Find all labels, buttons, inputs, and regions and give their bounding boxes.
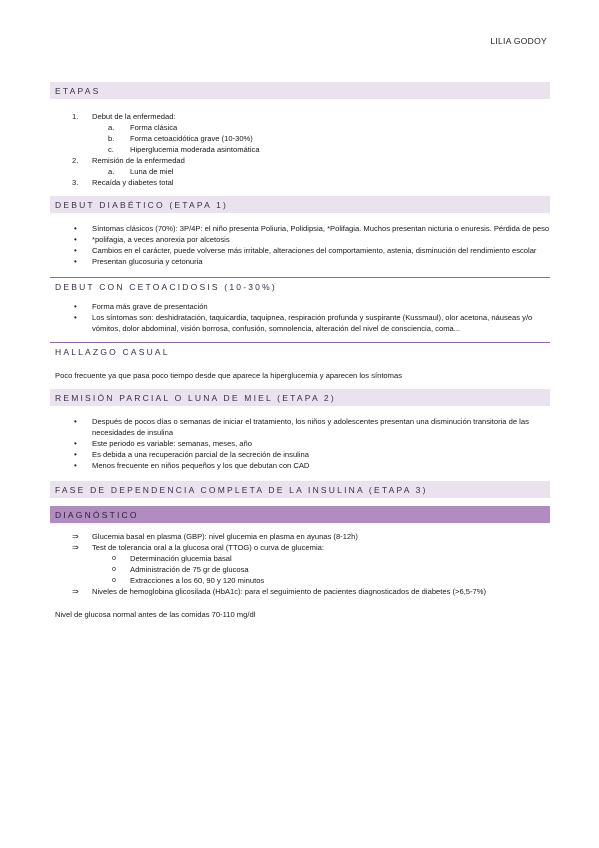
- cetoacidosis-bullet-text: Forma más grave de presentación: [92, 302, 208, 311]
- remision-bullet-text: Este periodo es variable: semanas, meses, año: [92, 439, 252, 448]
- etapa-item-marker: 3.: [72, 178, 79, 187]
- etapa-item-text: Debut de la enfermedad:: [92, 112, 176, 121]
- etapa-subitem: [50, 133, 550, 144]
- section-cetoacidosis: [50, 277, 550, 334]
- remision-bullet: [50, 460, 550, 471]
- hallazgo-text: Poco frecuente ya que pasa poco tiempo desde que aparece la hiperglucemia y aparecen los síntomas: [55, 371, 402, 380]
- diagnostico-subitem-text: Administración de 75 gr de glucosa: [130, 565, 249, 574]
- etapa-subitem-marker: b.: [108, 134, 115, 143]
- etapa-item: [50, 155, 550, 166]
- etapas-list: [50, 111, 550, 188]
- remision-bullet-marker: •: [74, 417, 77, 426]
- cetoacidosis-bullet-text: Los síntomas son: deshidratación, taquicardia, taquipnea, respiración profunda y suspirante (Kussmaul), olor acetona, náuseas y/o vómitos, dolor abdominal, visión borrosa, confusión, somnolencia, alteración del nivel de consciencia, coma...: [92, 313, 533, 333]
- etapa-subitem: [50, 144, 550, 155]
- debut-bullet-marker: •: [74, 257, 77, 266]
- etapa-subitem-text: Hiperglucemia moderada asintomática: [130, 145, 260, 154]
- section-fase: [50, 481, 550, 498]
- diagnostico-subitem: [50, 575, 550, 586]
- diagnostico-subitem-marker: o: [112, 577, 116, 584]
- diagnostico-list: [50, 531, 550, 597]
- diagnostico-item: [50, 586, 550, 597]
- debut-bullet-text: *polifagia, a veces anorexia por alcetosis: [92, 235, 230, 244]
- diagnostico-subitem-text: Determinación glucemia basal: [130, 554, 232, 563]
- diagnostico-subitem-text: Extracciones a los 60, 90 y 120 minutos: [130, 576, 265, 585]
- diagnostico-item-text: Glucemia basal en plasma (GBP): nivel glucemia en plasma en ayunas (8-12h): [92, 532, 358, 541]
- diagnostico-item-marker: ⇒: [72, 532, 79, 541]
- cetoacidosis-bullet: [50, 312, 550, 334]
- etapa-item-text: Remisión de la enfermedad: [92, 156, 185, 165]
- etapa-subitem-marker: a.: [108, 123, 115, 132]
- etapa-item-marker: 1.: [72, 112, 79, 121]
- debut-bullet-marker: •: [74, 235, 77, 244]
- debut-bullet-text: Síntomas clásicos (70%): 3P/4P: el niño presenta Poliuria, Polidipsia, *Polifagia. Muchos presentan nicturia o enuresis. Pérdida de peso: [92, 224, 550, 233]
- glucose-normal-note: Nivel de glucosa normal antes de las comidas 70-110 mg/dl: [55, 610, 256, 619]
- section-diagnostico: [50, 506, 550, 620]
- section-title-fase: FASE DE DEPENDENCIA COMPLETA DE LA INSULINA (ETAPA 3): [50, 481, 550, 498]
- etapa-subitem-marker: c.: [108, 145, 114, 154]
- cetoacidosis-bullet-marker: •: [74, 313, 77, 322]
- etapa-subitem: [50, 122, 550, 133]
- debut-bullet: [50, 234, 550, 245]
- debut-bullet-text: Presentan glucosuria y cetonuria: [92, 257, 203, 266]
- diagnostico-item-text: Test de tolerancia oral a la glucosa oral (TTOG) o curva de glucemia:: [92, 543, 324, 552]
- etapa-item-marker: 2.: [72, 156, 79, 165]
- debut-bullet: [50, 223, 550, 234]
- etapa-subitem: [50, 166, 550, 177]
- etapa-subitem-text: Luna de miel: [130, 167, 174, 176]
- diagnostico-item: [50, 531, 550, 542]
- remision-bullet-text: Después de pocos días o semanas de iniciar el tratamiento, los niños y adolescentes presentan una disminución transitoria de las necesidades de insulina: [92, 417, 529, 437]
- debut-bullet: [50, 256, 550, 267]
- debut-list: [50, 223, 550, 267]
- remision-bullet: [50, 438, 550, 449]
- section-title-debut: DEBUT DIABÉTICO (ETAPA 1): [50, 196, 550, 213]
- cetoacidosis-bullet-marker: •: [74, 302, 77, 311]
- remision-bullet-marker: •: [74, 439, 77, 448]
- author-name: LILIA GODOY: [490, 36, 547, 46]
- diagnostico-subitem-marker: o: [112, 566, 116, 573]
- remision-bullet-marker: •: [74, 450, 77, 459]
- remision-list: [50, 416, 550, 471]
- section-hallazgo: [50, 342, 550, 381]
- etapa-subitem-text: Forma cetoacidótica grave (10-30%): [130, 134, 253, 143]
- etapa-subitem-marker: a.: [108, 167, 115, 176]
- cetoacidosis-list: [50, 301, 550, 334]
- diagnostico-item-marker: ⇒: [72, 587, 79, 596]
- document-body: [50, 82, 550, 620]
- diagnostico-subitem: [50, 564, 550, 575]
- section-title-remision: REMISIÓN PARCIAL O LUNA DE MIEL (ETAPA 2): [50, 389, 550, 406]
- section-remision: [50, 389, 550, 471]
- remision-bullet-text: Es debida a una recuperación parcial de la secreción de insulina: [92, 450, 309, 459]
- diagnostico-item: [50, 542, 550, 553]
- remision-bullet-marker: •: [74, 461, 77, 470]
- etapa-item-text: Recaída y diabetes total: [92, 178, 174, 187]
- diagnostico-subitem: [50, 553, 550, 564]
- etapa-item: [50, 111, 550, 122]
- debut-bullet-text: Cambios en el carácter, puede volverse más irritable, alteraciones del comportamiento, astenia, disminución del rendimiento escolar: [92, 246, 537, 255]
- section-title-cetoacidosis: DEBUT CON CETOACIDOSIS (10-30%): [50, 277, 550, 295]
- etapa-item: [50, 177, 550, 188]
- section-etapas: [50, 82, 550, 188]
- remision-bullet: [50, 449, 550, 460]
- debut-bullet-marker: •: [74, 246, 77, 255]
- section-title-hallazgo: HALLAZGO CASUAL: [50, 342, 550, 360]
- diagnostico-item-marker: ⇒: [72, 543, 79, 552]
- cetoacidosis-bullet: [50, 301, 550, 312]
- section-debut: [50, 196, 550, 267]
- section-title-diagnostico: DIAGNÓSTICO: [50, 506, 550, 523]
- etapa-subitem-text: Forma clásica: [130, 123, 178, 132]
- debut-bullet-marker: •: [74, 224, 77, 233]
- section-title-etapas: ETAPAS: [50, 82, 550, 99]
- debut-bullet: [50, 245, 550, 256]
- diagnostico-item-text: Niveles de hemoglobina glicosilada (HbA1c): para el seguimiento de pacientes diagnosticados de diabetes (>6,5-7%): [92, 587, 487, 596]
- diagnostico-subitem-marker: o: [112, 555, 116, 562]
- remision-bullet-text: Menos frecuente en niños pequeños y los que debutan con CAD: [92, 461, 310, 470]
- remision-bullet: [50, 416, 550, 438]
